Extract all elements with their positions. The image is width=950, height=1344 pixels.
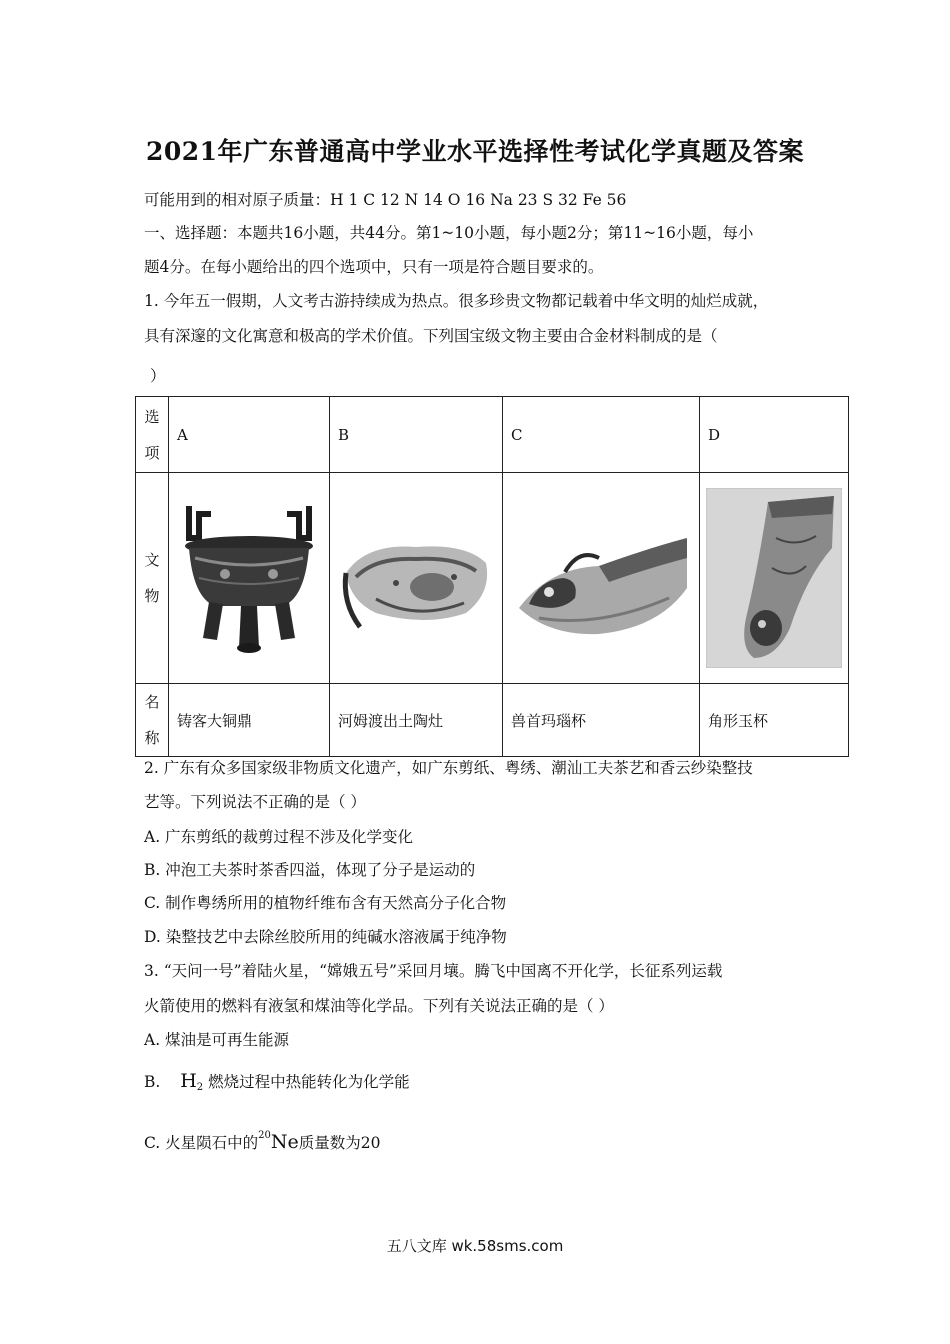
section-instructions-1: 一、选择题：本题共16小题，共44分。第1~10小题，每小题2分；第11~16小题，每小 xyxy=(144,224,754,242)
artifact-b-cell xyxy=(330,473,503,684)
option-d-label: D xyxy=(700,397,849,473)
h-symbol: H xyxy=(180,1070,197,1092)
artifact-a-name: 铸客大铜鼎 xyxy=(169,684,330,757)
atomic-masses: 可能用到的相对原子质量：H 1 C 12 N 14 O 16 Na 23 S 32 Fe 56 xyxy=(144,191,627,209)
row-head-artifact xyxy=(136,473,169,684)
page-title: 2021年广东普通高中学业水平选择性考试化学真题及答案 xyxy=(145,137,805,166)
row-head-char: 文 xyxy=(144,551,160,569)
footer-watermark: 五八文库 wk.58sms.com xyxy=(386,1237,564,1255)
q3-option-b xyxy=(144,1070,410,1099)
q1-stem-3: ） xyxy=(150,367,166,385)
option-b-label: B xyxy=(330,397,503,473)
q3-stem-2: 火箭使用的燃料有液氢和煤油等化学品。下列有关说法正确的是（ ） xyxy=(144,997,614,1015)
artifact-b-name: 河姆渡出土陶灶 xyxy=(330,684,503,757)
row-head-char: 物 xyxy=(144,587,160,605)
q2-stem-1: 2. 广东有众多国家级非物质文化遗产，如广东剪纸、粤绣、潮汕工夫茶艺和香云纱染整技 xyxy=(144,759,753,777)
h2-formula xyxy=(180,1070,203,1092)
row-head-char: 选 xyxy=(144,407,160,426)
option-c-text: 质量数为20 xyxy=(298,1134,381,1152)
option-a-label: A xyxy=(169,397,330,473)
row-head-name xyxy=(136,684,169,757)
option-b-prefix: B. xyxy=(144,1073,161,1091)
h2-subscript: 2 xyxy=(196,1082,204,1093)
ne-mass-number: 20 xyxy=(258,1130,271,1141)
q2-stem-2: 艺等。下列说法不正确的是（ ） xyxy=(144,793,366,811)
q1-options-table xyxy=(135,396,849,757)
section-instructions-2: 题4分。在每小题给出的四个选项中，只有一项是符合题目要求的。 xyxy=(144,258,604,276)
artifact-d-name: 角形玉杯 xyxy=(700,684,849,757)
q2-option-d: D. 染整技艺中去除丝胶所用的纯碱水溶液属于纯净物 xyxy=(144,928,507,946)
q2-option-c: C. 制作粤绣所用的植物纤维布含有天然高分子化合物 xyxy=(144,894,507,912)
pottery-stove-icon xyxy=(336,503,496,653)
ne-symbol: Ne xyxy=(270,1131,299,1153)
q3-option-c xyxy=(144,1125,381,1154)
q2-option-b: B. 冲泡工夫茶时茶香四溢，体现了分子是运动的 xyxy=(144,861,476,879)
q1-stem-1: 1. 今年五一假期，人文考古游持续成为热点。很多珍贵文物都记载着中华文明的灿烂成就， xyxy=(144,292,769,310)
artifact-c-name: 兽首玛瑙杯 xyxy=(503,684,700,757)
artifact-d-cell xyxy=(700,473,849,684)
jade-horn-cup-icon xyxy=(706,488,842,668)
agate-cup-icon xyxy=(509,508,693,648)
q3-stem-1: 3. “天问一号”着陆火星，“嫦娥五号”采回月壤。腾飞中国离不开化学，长征系列运载 xyxy=(144,962,723,980)
row-head-option xyxy=(136,397,169,473)
artifact-c-cell xyxy=(503,473,700,684)
row-head-char: 名 xyxy=(144,693,160,711)
q2-option-a: A. 广东剪纸的裁剪过程不涉及化学变化 xyxy=(144,828,414,846)
artifact-a-cell xyxy=(169,473,330,684)
bronze-ding-icon xyxy=(175,498,323,658)
option-b-text: 燃烧过程中热能转化为化学能 xyxy=(208,1073,410,1091)
row-head-char: 称 xyxy=(144,729,160,747)
q1-stem-2: 具有深邃的文化寓意和极高的学术价值。下列国宝级文物主要由合金材料制成的是（ xyxy=(144,327,718,345)
option-c-prefix: C. 火星陨石中的 xyxy=(144,1134,259,1152)
q3-option-a: A. 煤油是可再生能源 xyxy=(144,1031,290,1049)
row-head-char: 项 xyxy=(144,443,160,462)
option-c-label: C xyxy=(503,397,700,473)
